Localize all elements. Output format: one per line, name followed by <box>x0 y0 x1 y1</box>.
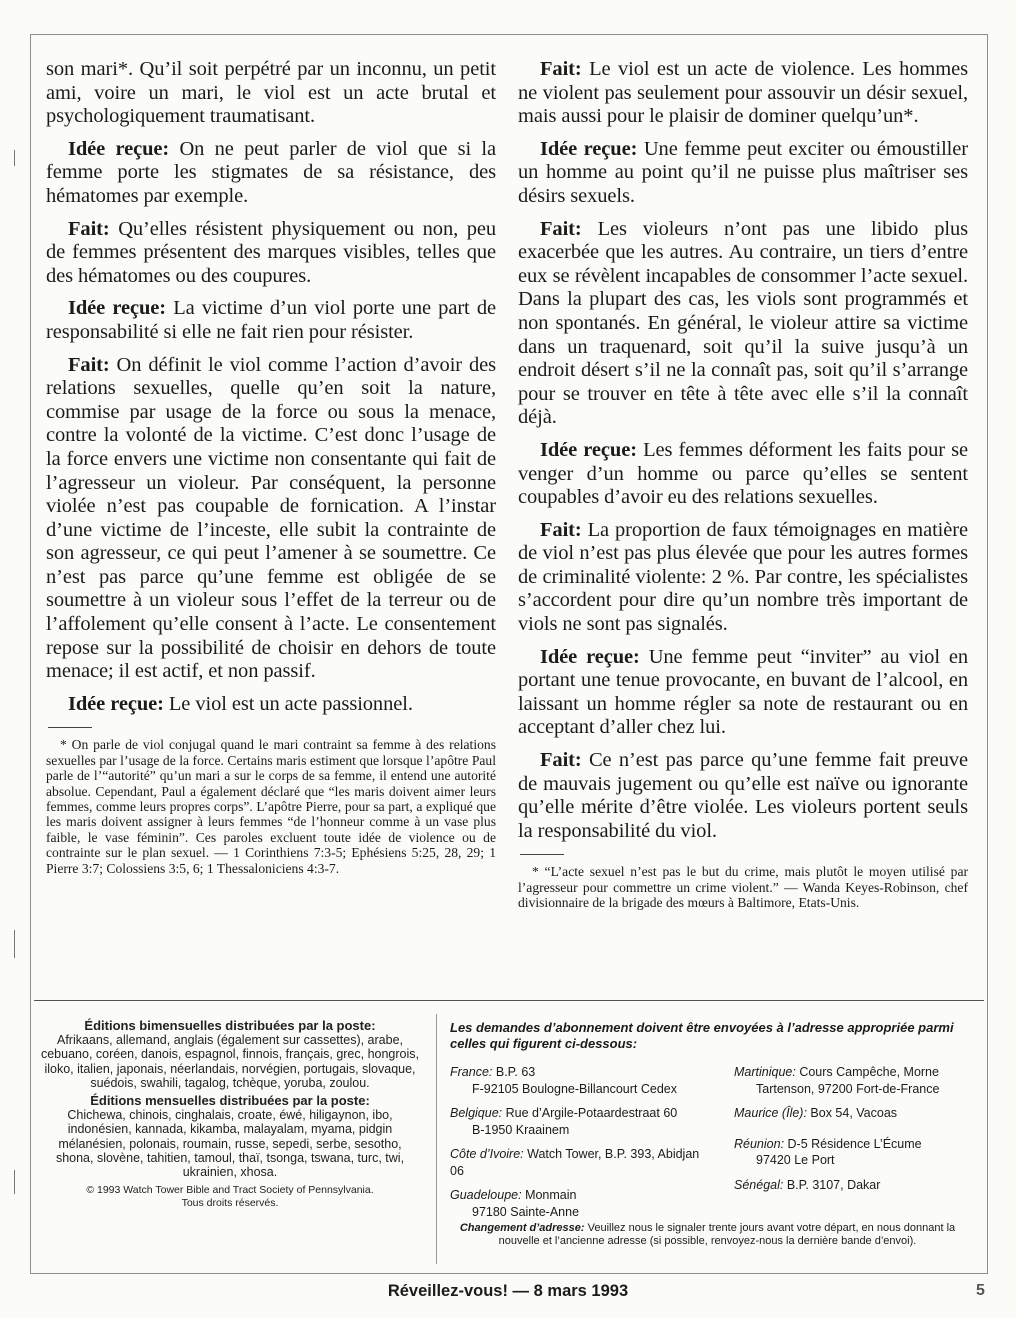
margin-tick <box>14 930 15 958</box>
fact-label: Fait: <box>68 217 110 240</box>
subscriptions-heading: Les demandes d’abonnement doivent être envoyées à l’adresse appropriée parmi celles qui figurent ci-dessous: <box>450 1020 954 1051</box>
article-paragraph: Fait: Le viol est un acte de violence. Les hommes ne violent pas seulement pour assouvir un désir sexuel, mais aussi pour le plaisir de dominer quelqu’un*. <box>518 58 968 128</box>
address-entry: France: B.P. 63 F-92105 Boulogne-Billancourt Cedex <box>450 1065 677 1096</box>
address-entry: Côte d’Ivoire: Watch Tower, B.P. 393, Abidjan 06 <box>450 1147 700 1178</box>
article-paragraph: son mari*. Qu’il soit perpétré par un inconnu, un petit ami, voire un mari, le viol est un acte brutal et psychologiquement traumatisant. <box>46 58 496 128</box>
myth-label: Idée reçue: <box>540 645 640 668</box>
myth-label: Idée reçue: <box>68 137 170 160</box>
bimonthly-languages: Afrikaans, allemand, anglais (également sur cassettes), arabe, cebuano, coréen, danois, espagnol, finnois, français, grec, hongrois, iloko, italien, japonais, néerlandais, norvégien, portugais, slovaque, suédois, swahili, tagalog, tchèque, yoruba, zoulou. <box>40 1033 419 1090</box>
fact-label: Fait: <box>540 58 582 80</box>
article-paragraph: Idée reçue: Une femme peut exciter ou émoustiller un homme au point qu’il ne puisse plus maîtriser ses désirs sexuels. <box>518 137 969 207</box>
article-paragraph: Fait: Qu’elles résistent physiquement ou non, peu de femmes présentent des marques visibles, telles que des hématomes ou des coupures. <box>46 217 496 287</box>
subscriptions-block <box>450 1020 970 1247</box>
fact-label: Fait: <box>540 217 582 240</box>
margin-tick <box>14 1170 15 1194</box>
editions-block <box>40 1018 420 1210</box>
address-entry: Sénégal: B.P. 3107, Dakar <box>734 1177 881 1192</box>
address-entry: Maurice (Île): Box 54, Vacoas <box>734 1106 898 1120</box>
right-article-column <box>518 58 968 911</box>
article-paragraph: Fait: La proportion de faux témoignages en matière de viol n’est pas plus élevée que pour les autres formes de criminalité violente: 2 %. Par contre, les spécialistes s’accordent pour dire qu’un nombre très important de viols ne sont pas signalés. <box>518 518 968 636</box>
footnote: * “L’acte sexuel n’est pas le but du crime, mais plutôt le moyen utilisé par l’agresseur pour commettre un crime violent.” — Wanda Keyes-Robinson, chef divisionnaire de la brigade des mœurs à Baltimore, Etats-Unis. <box>518 864 968 911</box>
monthly-editions-title: Éditions mensuelles distribuées par la poste: <box>90 1093 370 1109</box>
footer-divider <box>436 1014 437 1264</box>
address-entry: Belgique: Rue d’Argile-Potaardestraat 60 B-1950 Kraainem <box>450 1106 678 1137</box>
article-paragraph: Idée reçue: La victime d’un viol porte une part de responsabilité si elle ne fait rien pour résister. <box>46 297 497 343</box>
address-entry: Martinique: Cours Campêche, Morne Tartenson, 97200 Fort-de-France <box>734 1065 940 1096</box>
left-article-column <box>46 58 496 876</box>
footnote: * On parle de viol conjugal quand le mari contraint sa femme à des relations sexuelles par l’usage de la force. Certains maris estiment que lorsque l’apôtre Paul parle de l’“autorité” qu’un mari a sur le corps de sa femme, il entend une autorité absolue. Cependant, Paul a également déclaré que “les maris doivent aimer leurs femmes, comme leurs propres corps”. L’apôtre Pierre, pour sa part, a expliqué que les maris doivent assigner à leurs femmes “de l’honneur comme à un vase plus faible, le vase féminin”. Ces paroles excluent toute idée de violence ou de contrainte sur le plan sexuel. — 1 Corinthiens 7:3-5; Ephésiens 5:25, 28, 29; 1 Pierre 3:7; Colossiens 3:5, 6; 1 Thessaloniciens 4:3-7. <box>46 737 496 876</box>
article-paragraph: Idée reçue: Le viol est un acte passionnel. <box>68 692 413 715</box>
article-paragraph: Fait: Ce n’est pas parce qu’une femme fait preuve de mauvais jugement ou qu’elle est naïve ou ignorante qu’elle mérite d’être violée. Les violeurs portent seuls la responsabilité du viol. <box>518 749 968 842</box>
rights-notice: Tous droits réservés. <box>181 1196 279 1209</box>
monthly-languages: Chichewa, chinois, cinghalais, croate, éwé, hiligaynon, ibo, indonésien, kannada, kikamba, malayalam, myama, pidgin mélanésien, polonais, roumain, russe, sepedi, serbe, sesotho, shona, slovène, tahitien, tamoul, thaï, tsonga, tswana, turc, twi, ukrainien, xhosa. <box>55 1108 405 1180</box>
footnote-divider <box>520 854 564 855</box>
footer-rule <box>34 1000 984 1001</box>
article-paragraph: Fait: On définit le viol comme l’action d’avoir des relations sexuelles, quelle qu’en soit la nature, commise par usage de la force ou sous la menace, contre la volonté de la victime. C’est donc l’usage de la force envers une victime non consentante qui fait de l’agresseur un violeur. Par conséquent, la personne violée n’est pas coupable de fornication. A l’instar d’une victime de l’inceste, elle subit la contrainte de son agresseur, ce qui peut l’amener à se soumettre. Ce n’est pas parce qu’une femme est obligée de se soumettre à un violeur sous l’effet de la terreur ou de l’affolement qu’elle consent à l’acte. Le consentement repose sur la possibilité de choisir en dehors de toute menace; il est actif, et non passif. <box>46 353 496 683</box>
address-entry: Réunion: D-5 Résidence L’Écume 97420 Le Port <box>734 1136 922 1167</box>
article-paragraph: Idée reçue: Les femmes déforment les faits pour se venger d’un homme ou parce qu’elles se sentent coupables d’avoir eu des relations sexuelles. <box>518 438 968 509</box>
magazine-issue-line: Réveillez-vous! — 8 mars 1993 <box>387 1282 629 1300</box>
fact-label: Fait: <box>540 749 582 772</box>
address-change-notice: Changement d’adresse: Veuillez nous le signaler trente jours avant votre départ, en nous donnant la nouvelle et l’ancienne adresse (si possible, renvoyez-nous la dernière bande d’envoi). <box>459 1222 956 1247</box>
article-paragraph: Idée reçue: Une femme peut “inviter” au viol en portant une tenue provocante, en buvant de l’alcool, en laissant un homme régler sa note de restaurant ou en acceptant d’aller chez lui. <box>518 645 969 739</box>
myth-label: Idée reçue: <box>540 137 638 160</box>
page-number: 5 <box>976 1282 985 1299</box>
margin-tick <box>14 150 15 166</box>
myth-label: Idée reçue: <box>68 692 164 715</box>
address-entry: Guadeloupe: Monmain 97180 Sainte-Anne <box>450 1188 580 1219</box>
footnote-divider <box>48 727 92 728</box>
myth-label: Idée reçue: <box>68 297 167 320</box>
copyright-notice: © 1993 Watch Tower Bible and Tract Society of Pennsylvania. <box>86 1183 374 1196</box>
bimonthly-editions-title: Éditions bimensuelles distribuées par la poste: <box>84 1018 376 1033</box>
article-paragraph: Fait: Les violeurs n’ont pas une libido plus exacerbée que les autres. Au contraire, un tiers d’entre eux se révèlent incapables de consommer l’acte sexuel. Dans la plupart des cas, les viols sont programmés et non spontanés. En général, le violeur attire sa victime dans un traquenard, soit qu’il la suive jusqu’à un endroit désert s’il ne la connaît pas, soit qu’il s’arrange pour se trouver en tête à tête avec elle s’il la connaît déjà. <box>518 217 968 429</box>
address-list-right <box>734 1064 974 1201</box>
fact-label: Fait: <box>68 353 110 376</box>
myth-label: Idée reçue: <box>540 438 637 461</box>
article-paragraph: Idée reçue: On ne peut parler de viol que si la femme porte les stigmates de sa résistance, des hématomes par exemple. <box>46 137 496 207</box>
fact-label: Fait: <box>540 518 582 541</box>
address-list-left <box>450 1064 710 1228</box>
